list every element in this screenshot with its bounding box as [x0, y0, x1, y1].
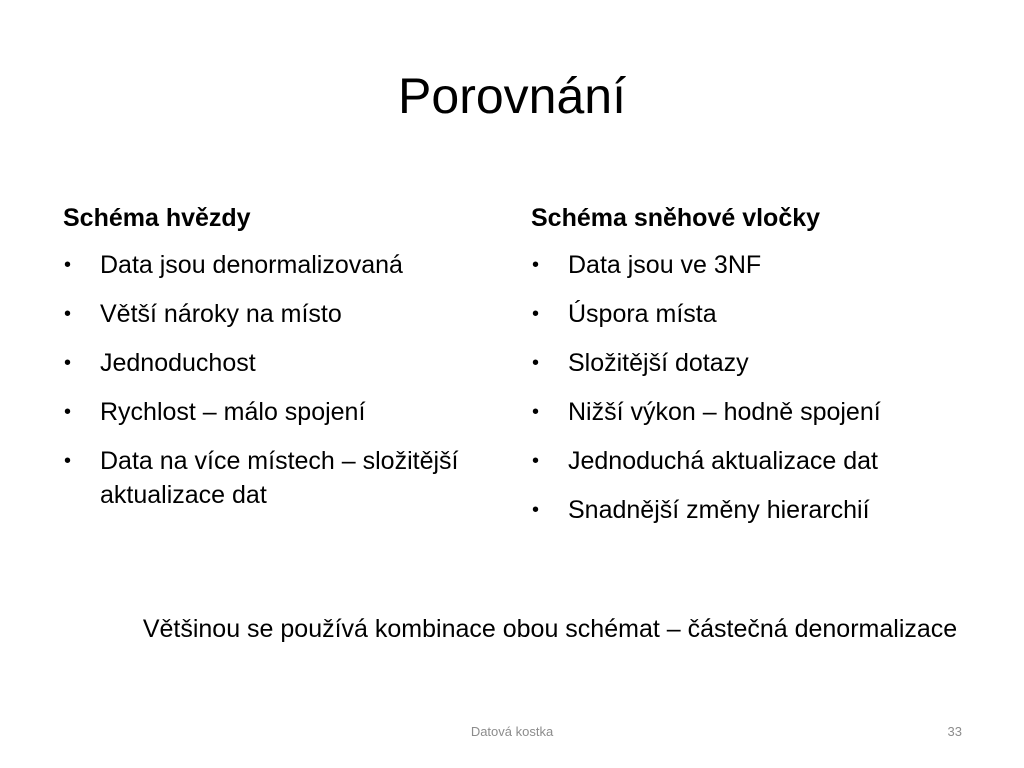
slide-title: Porovnání — [398, 68, 626, 124]
snowflake-schema-column — [531, 198, 1001, 542]
page-number: 33 — [947, 724, 962, 739]
star-schema-column — [63, 198, 503, 527]
list-item — [531, 248, 1001, 282]
list-item-text: Jednoduchá aktualizace dat — [568, 447, 878, 475]
list-item-text: Jednoduchost — [100, 349, 256, 377]
list-item — [531, 395, 1001, 429]
star-schema-heading: Schéma hvězdy — [63, 204, 251, 232]
list-item — [63, 395, 503, 429]
list-item-text: Data jsou denormalizovaná — [100, 251, 403, 279]
snowflake-schema-heading: Schéma sněhové vločky — [531, 204, 821, 232]
bullet-icon: • — [64, 450, 72, 472]
bullet-icon: • — [532, 450, 540, 472]
bullet-icon: • — [532, 352, 540, 374]
bullet-icon: • — [532, 401, 540, 423]
bullet-icon: • — [64, 352, 72, 374]
list-item-text: Nižší výkon – hodně spojení — [568, 398, 881, 426]
list-item-text: Větší nároky na místo — [100, 300, 342, 328]
list-item-text: Data jsou ve 3NF — [568, 251, 762, 279]
list-item-text: Složitější dotazy — [568, 349, 749, 377]
list-item — [63, 297, 503, 331]
bullet-icon: • — [64, 303, 72, 325]
list-item-text: Snadnější změny hierarchií — [568, 496, 870, 524]
bullet-icon: • — [532, 303, 540, 325]
bullet-icon: • — [532, 499, 540, 521]
list-item-text: Data na více místech – složitější aktualizace dat — [100, 447, 459, 509]
summary-text: Většinou se používá kombinace obou schémat – částečná denormalizace — [142, 615, 958, 643]
bullet-icon: • — [64, 401, 72, 423]
list-item — [63, 444, 503, 512]
list-item — [531, 346, 1001, 380]
snowflake-schema-list — [531, 248, 1001, 527]
list-item — [531, 297, 1001, 331]
list-item — [531, 444, 1001, 478]
list-item-text: Rychlost – málo spojení — [100, 398, 366, 426]
bullet-icon: • — [532, 254, 540, 276]
footer-title: Datová kostka — [470, 724, 554, 739]
list-item — [531, 493, 1001, 527]
star-schema-list — [63, 248, 503, 512]
list-item — [63, 248, 503, 282]
list-item-text: Úspora místa — [568, 300, 717, 328]
list-item — [63, 346, 503, 380]
bullet-icon: • — [64, 254, 72, 276]
